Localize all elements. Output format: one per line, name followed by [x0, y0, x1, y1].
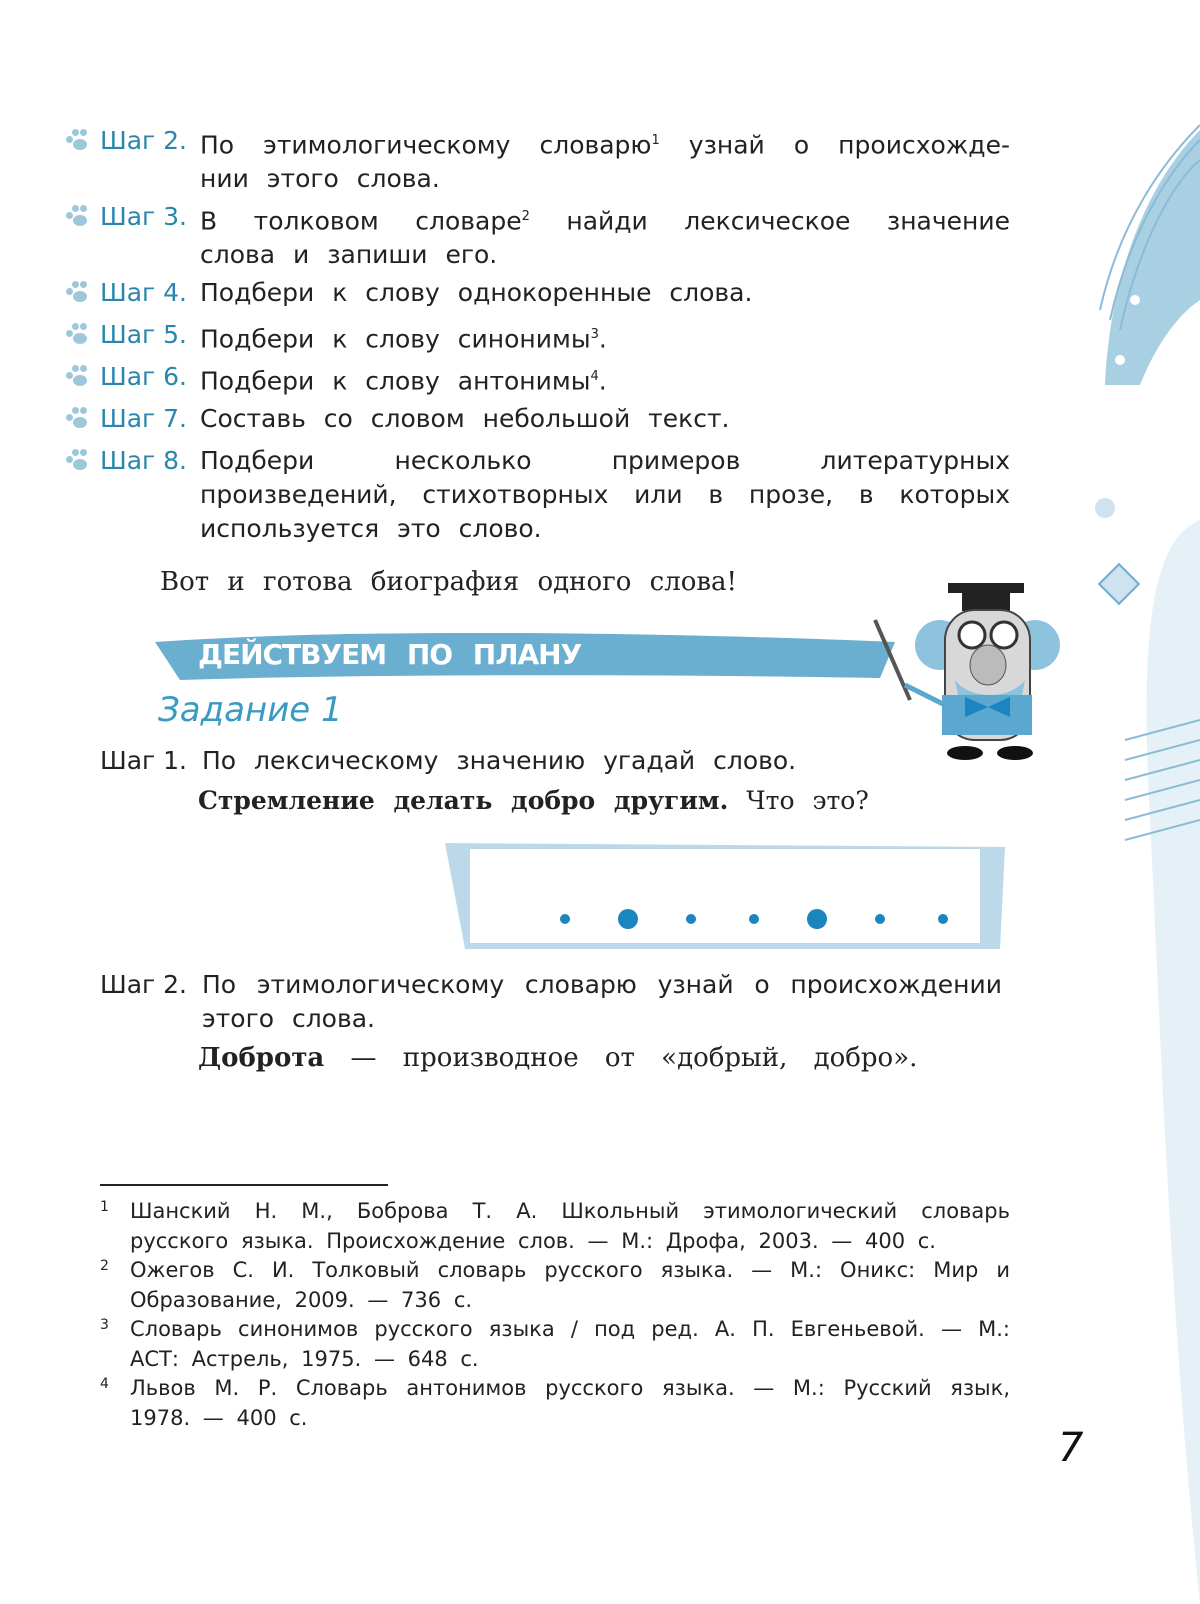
paw-icon	[66, 322, 92, 348]
letter-dot	[911, 914, 974, 924]
definition-text: Стремление делать добро другим.	[198, 786, 729, 815]
step-label: Шаг 2.	[100, 126, 187, 155]
step-text: Подбери несколько примеров литературных произведений, стихотворных или в прозе, в которых используется это слово.	[200, 446, 1010, 543]
paw-icon	[66, 128, 92, 154]
answer-letter-dots	[533, 909, 974, 929]
step-5	[66, 318, 1010, 356]
step-text: По лексическому значению угадай слово.	[202, 746, 797, 775]
step-label: Шаг 7.	[100, 404, 187, 433]
step-label: Шаг 6.	[100, 362, 187, 391]
paw-icon	[66, 364, 92, 390]
letter-dot	[659, 914, 722, 924]
step-text: По этимологическому словарю узнай о происхождении этого слова.	[202, 970, 1002, 1033]
step-8	[66, 444, 1010, 546]
word-text: Доброта	[198, 1043, 325, 1073]
step-7	[66, 402, 1010, 436]
letter-dot	[596, 909, 659, 929]
letter-dot	[722, 914, 785, 924]
question-text: Что это?	[746, 786, 869, 815]
etymology-line	[198, 1043, 917, 1073]
step-label: Шаг 3.	[100, 202, 187, 231]
footnote-3: 3 Словарь синонимов русского языка / под ред. А. П. Евгеньевой. — М.: АСТ: Астрель, 1975. — 648 с.	[100, 1317, 1010, 1371]
section-banner-title: ДЕЙСТВУЕМ ПО ПЛАНУ	[198, 638, 582, 671]
letter-dot	[848, 914, 911, 924]
step-6	[66, 360, 1010, 398]
step-label: Шаг 2.	[100, 970, 187, 999]
footnote-1: 1 Шанский Н. М., Боброва Т. А. Школьный этимологический словарь русского языка. Происхождение слов. — М.: Дрофа, 2003. — 400 с.	[100, 1199, 1010, 1253]
definition-line	[198, 786, 869, 815]
footnote-2: 2 Ожегов С. И. Толковый словарь русского языка. — М.: Оникс: Мир и Образование, 2009. — 736 с.	[100, 1258, 1010, 1312]
step-3	[66, 200, 1010, 272]
professor-mascot-illustration	[870, 575, 1070, 765]
step-4	[66, 276, 1010, 310]
step-text: По этимологическому словарю$^1$ узнай о происхожде- нии этого слова.	[200, 130, 1010, 194]
footnote-4: 4 Львов М. Р. Словарь антонимов русского языка. — М.: Русский язык, 1978. — 400 с.	[100, 1376, 1010, 1430]
paw-icon	[66, 204, 92, 230]
paw-icon	[66, 406, 92, 432]
step-label: Шаг 8.	[100, 446, 187, 475]
decorative-swirl	[1080, 120, 1200, 1604]
task-step-2	[100, 968, 1002, 1036]
page-number: 7	[1058, 1425, 1084, 1471]
step-text: Составь со словом небольшой текст.	[200, 404, 730, 433]
step-label: Шаг 1.	[100, 746, 187, 775]
step-label: Шаг 5.	[100, 320, 187, 349]
conclusion-text: Вот и готова биография одного слова!	[160, 567, 737, 597]
step-text: Подбери к слову однокоренные слова.	[200, 278, 753, 307]
letter-dot	[533, 914, 596, 924]
footnote-divider	[100, 1184, 388, 1186]
step-label: Шаг 4.	[100, 278, 187, 307]
step-2	[66, 124, 1010, 196]
letter-dot	[785, 909, 848, 929]
task-title: Задание 1	[158, 690, 343, 730]
paw-icon	[66, 448, 92, 474]
step-text: Подбери к слову синонимы$^3$.	[200, 324, 607, 354]
task-step-1	[100, 744, 796, 778]
step-text: В толковом словаре$^2$ найди лексическое значение слова и запиши его.	[200, 206, 1010, 270]
etymology-text: — производное от «добрый, добро».	[350, 1043, 918, 1073]
answer-box[interactable]	[445, 843, 1005, 949]
step-text: Подбери к слову антонимы$^4$.	[200, 366, 607, 396]
paw-icon	[66, 280, 92, 306]
